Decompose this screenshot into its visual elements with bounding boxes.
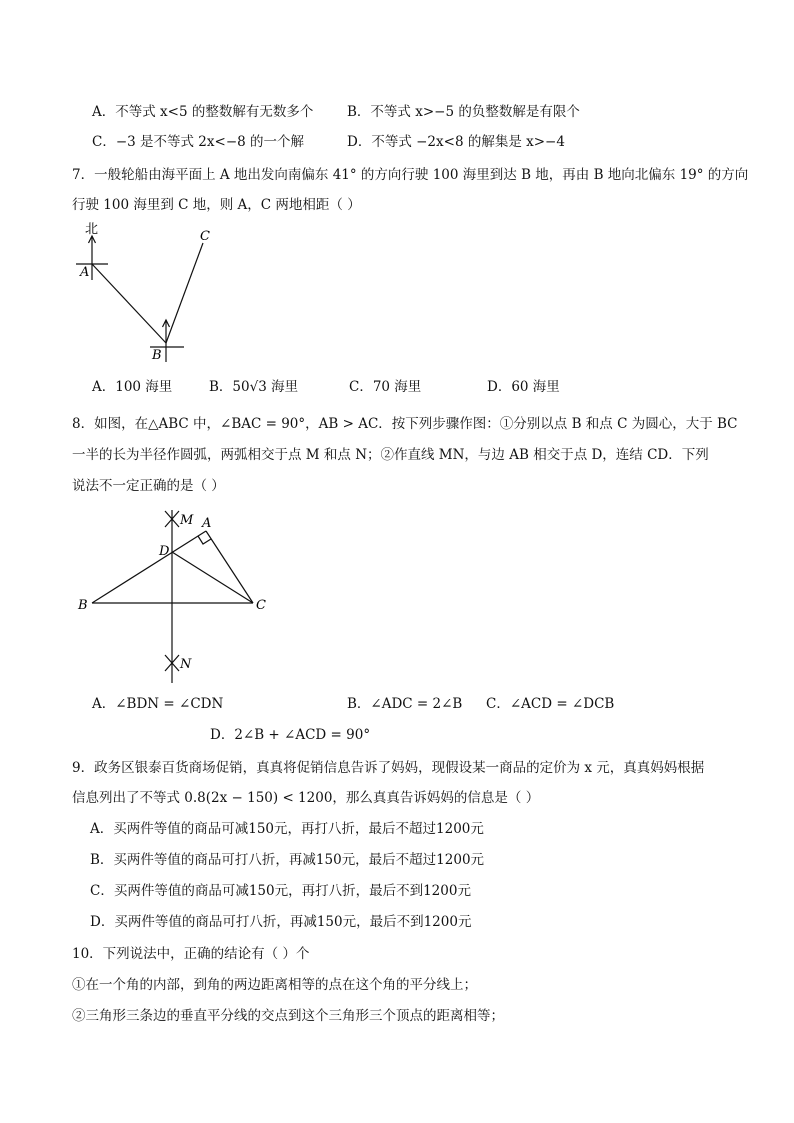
q10-statement-2: ②三角形三条边的垂直平分线的交点到这个三角形三个顶点的距离相等； bbox=[72, 1008, 504, 1024]
q10-statement-1: ①在一个角的内部，到角的两边距离相等的点在这个角的平分线上； bbox=[72, 977, 477, 993]
q7-stem-line1: 7．一般轮船由海平面上 A 地出发向南偏东 41° 的方向行驶 100 海里到达 B 地，再由 B 地向北偏东 19° 的方向 bbox=[72, 167, 749, 183]
q9-option-d: D．买两件等值的商品可打八折，再减150元，最后不到1200元 bbox=[90, 914, 472, 930]
q7-label-a: A bbox=[80, 265, 90, 280]
q8-arc-mark-m1 bbox=[165, 511, 179, 527]
q7-option-b: B．50√3 海里 bbox=[209, 379, 299, 395]
q8-segment-ac bbox=[206, 531, 253, 603]
q7-label-b: B bbox=[152, 348, 162, 363]
q6-option-c: C．−3 是不等式 2x<−8 的一个解 bbox=[92, 134, 305, 150]
q7-segment-ab bbox=[92, 264, 166, 343]
q7-north-label: 北 bbox=[85, 222, 99, 237]
q8-right-angle-mark bbox=[198, 536, 211, 544]
q9-option-c: C．买两件等值的商品可减150元，再打八折，最后不到1200元 bbox=[90, 883, 471, 899]
q7-north-arrowhead bbox=[89, 236, 96, 243]
q7-stem-line2: 行驶 100 海里到 C 地，则 A，C 两地相距（ ） bbox=[72, 197, 361, 213]
q8-segment-cd bbox=[172, 552, 253, 603]
q9-option-a: A．买两件等值的商品可减150元，再打八折，最后不超过1200元 bbox=[90, 821, 484, 837]
q8-option-a: A．∠BDN = ∠CDN bbox=[92, 696, 224, 712]
q8-label-m: M bbox=[180, 513, 194, 528]
q8-label-a: A bbox=[202, 516, 212, 531]
q8-arc-mark-m2 bbox=[165, 511, 179, 527]
q10-stem: 10．下列说法中，正确的结论有（ ）个 bbox=[72, 946, 310, 962]
q8-label-n: N bbox=[180, 657, 192, 672]
q8-segment-ba bbox=[92, 531, 206, 603]
q8-stem-line2: 一半的长为半径作圆弧，两弧相交于点 M 和点 N；②作直线 MN，与边 AB 相交于点 D，连结 CD．下列 bbox=[72, 447, 709, 463]
q7-b-north-arrowhead bbox=[163, 320, 170, 327]
q8-label-c: C bbox=[256, 598, 266, 613]
q6-option-a: A．不等式 x<5 的整数解有无数多个 bbox=[92, 104, 314, 120]
q9-stem-line1: 9．政务区银泰百货商场促销，真真将促销信息告诉了妈妈，现假设某一商品的定价为 x 元，真真妈妈根据 bbox=[72, 760, 705, 776]
q8-arc-mark-n1 bbox=[165, 655, 179, 671]
q8-option-c: C．∠ACD = ∠DCB bbox=[486, 696, 615, 712]
q9-stem-line2: 信息列出了不等式 0.8(2x − 150) < 1200，那么真真告诉妈妈的信息是（ ） bbox=[72, 790, 540, 806]
q6-option-b: B．不等式 x>−5 的负整数解是有限个 bbox=[347, 104, 580, 120]
q8-stem-line1: 8．如图，在△ABC 中，∠BAC = 90°，AB > AC．按下列步骤作图：①分别以点 B 和点 C 为圆心，大于 BC bbox=[72, 416, 738, 432]
q7-segment-bc bbox=[166, 243, 203, 343]
q7-option-d: D．60 海里 bbox=[487, 379, 560, 395]
q9-option-b: B．买两件等值的商品可打八折，再减150元，最后不超过1200元 bbox=[90, 852, 485, 868]
q7-option-a: A．100 海里 bbox=[92, 379, 173, 395]
q8-option-d: D．2∠B + ∠ACD = 90° bbox=[210, 727, 371, 743]
q8-label-b: B bbox=[78, 598, 88, 613]
q7-label-c: C bbox=[200, 229, 210, 244]
q7-option-c: C．70 海里 bbox=[349, 379, 422, 395]
q6-option-d: D．不等式 −2x<8 的解集是 x>−4 bbox=[347, 134, 565, 150]
q8-label-d: D bbox=[159, 544, 170, 559]
q8-option-b: B．∠ADC = 2∠B bbox=[347, 696, 463, 712]
q8-arc-mark-n2 bbox=[165, 655, 179, 671]
q8-stem-line3: 说法不一定正确的是（ ） bbox=[72, 478, 225, 494]
